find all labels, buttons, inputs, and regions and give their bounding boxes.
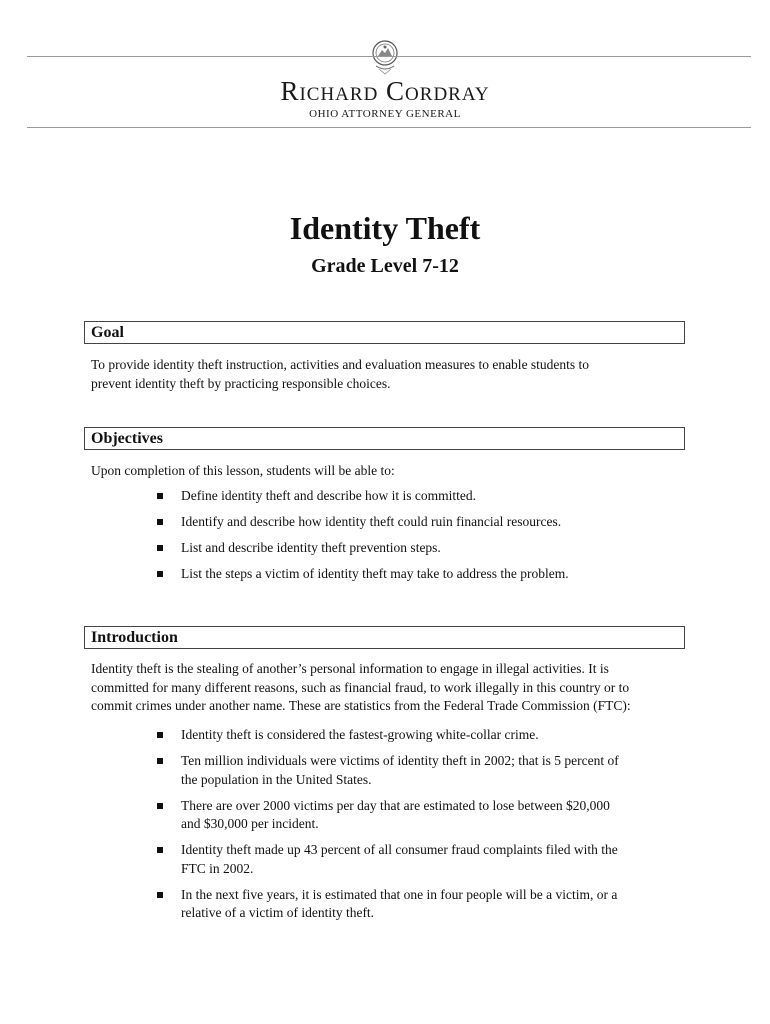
- goal-text-line: prevent identity theft by practicing responsible choices.: [91, 375, 391, 391]
- list-item: There are over 2000 victims per day that are estimated to lose between $20,000 and $30,000 per incident.: [155, 797, 685, 834]
- letterhead-bottom-rule: [27, 127, 751, 128]
- document-subtitle: Grade Level 7-12: [311, 255, 459, 277]
- list-item: List and describe identity theft prevention steps.: [155, 539, 685, 558]
- introduction-text-line: commit crimes under another name. These are statistics from the Federal Trade Commission (FTC):: [91, 698, 631, 713]
- goal-text-line: To provide identity theft instruction, activities and evaluation measures to enable students to: [91, 357, 590, 372]
- introduction-text-line: Identity theft is the stealing of another’s personal information to engage in illegal activities. It is: [91, 661, 609, 676]
- introduction-text: [91, 660, 691, 716]
- list-item: In the next five years, it is estimated that one in four people will be a victim, or a relative of a victim of identity theft.: [155, 886, 685, 923]
- list-item: Ten million individuals were victims of identity theft in 2002; that is 5 percent of the population in the United States.: [155, 752, 685, 789]
- document-title: Identity Theft: [289, 210, 481, 246]
- bullet-square-icon: [157, 758, 163, 764]
- bullet-square-icon: [157, 519, 163, 525]
- list-item: List the steps a victim of identity theft may take to address the problem.: [155, 565, 685, 584]
- objectives-intro: Upon completion of this lesson, students will be able to:: [91, 463, 395, 478]
- list-item: Define identity theft and describe how it is committed.: [155, 487, 685, 506]
- goal-text: [91, 356, 691, 393]
- letterhead-office: OHIO ATTORNEY GENERAL: [309, 108, 461, 120]
- introduction-heading: Introduction: [84, 626, 685, 649]
- objectives-list: [155, 487, 685, 584]
- list-item: Identify and describe how identity theft could ruin financial resources.: [155, 513, 685, 532]
- bullet-square-icon: [157, 493, 163, 499]
- state-seal-icon: [370, 38, 400, 76]
- list-item: Identity theft is considered the fastest-growing white-collar crime.: [155, 726, 685, 745]
- bullet-square-icon: [157, 545, 163, 551]
- objectives-heading: Objectives: [84, 427, 685, 450]
- bullet-square-icon: [157, 803, 163, 809]
- introduction-text-line: committed for many different reasons, such as financial fraud, to work illegally in this country or to: [91, 679, 630, 695]
- bullet-square-icon: [157, 732, 163, 738]
- bullet-square-icon: [157, 571, 163, 577]
- letterhead-top-rule: [27, 56, 751, 57]
- statistics-list: [155, 726, 685, 923]
- list-item: Identity theft made up 43 percent of all consumer fraud complaints filed with the FTC in 2002.: [155, 841, 685, 878]
- bullet-square-icon: [157, 847, 163, 853]
- goal-heading: Goal: [84, 321, 685, 344]
- bullet-square-icon: [157, 892, 163, 898]
- letterhead-name: Richard Cordray: [280, 76, 490, 106]
